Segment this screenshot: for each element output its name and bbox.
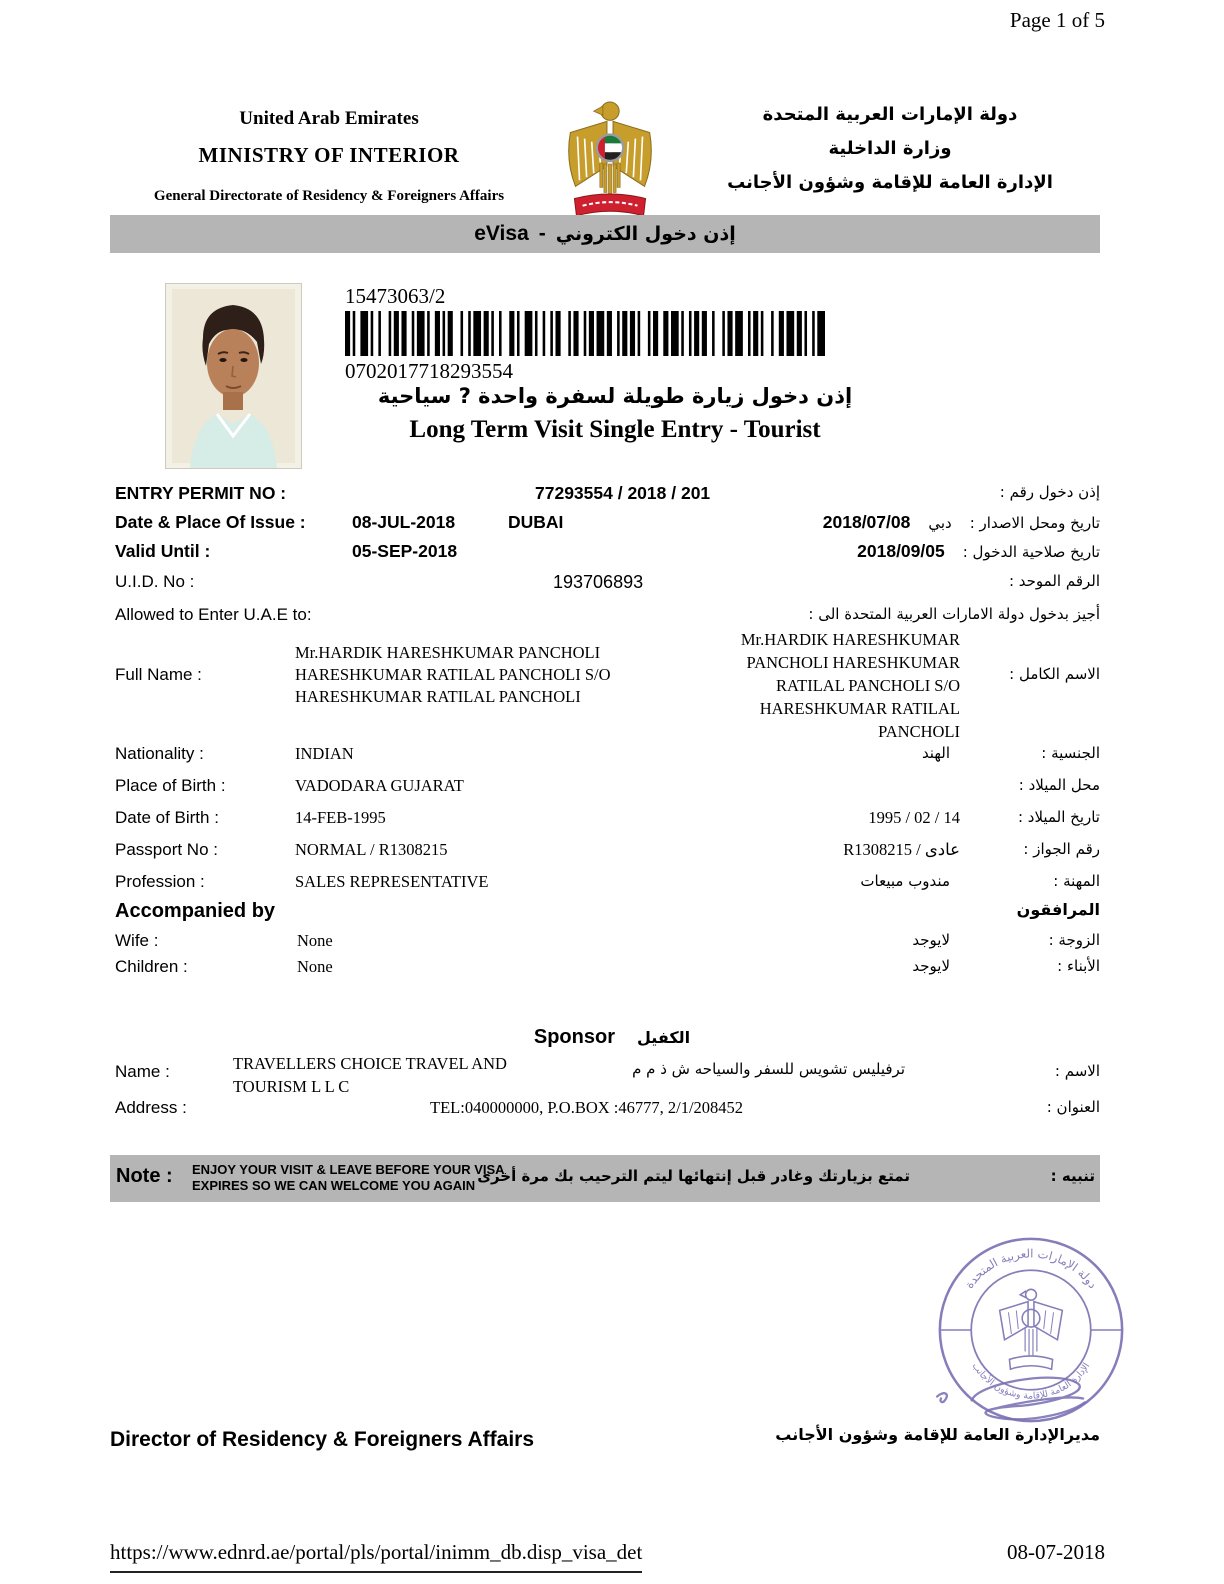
valid-until-arabic bbox=[857, 541, 1100, 562]
director-title-ar: مديرالإدارة العامة للإقامة وشؤون الأجانب bbox=[775, 1425, 1100, 1444]
sponsor-address-label-ar: العنوان : bbox=[1046, 1098, 1100, 1116]
valid-until-row bbox=[0, 541, 1224, 569]
barcode bbox=[345, 311, 825, 356]
profession-label-ar: المهنة : bbox=[1053, 872, 1100, 890]
accompanied-heading: Accompanied by bbox=[115, 900, 276, 922]
profession-value-ar: مندوب مبيعات bbox=[860, 872, 950, 890]
nationality-row bbox=[0, 744, 1224, 772]
sponsor-name-row bbox=[0, 1062, 1224, 1090]
sponsor-name-value-ar: ترفيليس تشويس للسفر والسياحه ش ذ م م bbox=[632, 1060, 905, 1078]
full-name-label: Full Name : bbox=[115, 665, 202, 684]
sponsor-heading: Sponsor bbox=[533, 1026, 615, 1048]
issue-place-ar: دبي bbox=[928, 514, 952, 532]
svg-text:الإدارة العامة للإقامة وشؤون ا: الإدارة العامة للإقامة وشؤون الأجانب bbox=[969, 1360, 1093, 1402]
birth-date-label-ar: تاريخ الميلاد : bbox=[1017, 808, 1100, 826]
passport-value: NORMAL / R1308215 bbox=[295, 840, 448, 859]
header-english bbox=[104, 108, 554, 205]
profession-label: Profession : bbox=[115, 872, 205, 891]
nationality-label: Nationality : bbox=[115, 744, 204, 763]
ministry-title-ar: وزارة الداخلية bbox=[828, 138, 952, 159]
evisa-separator: - bbox=[538, 222, 546, 245]
footer-url: https://www.ednrd.ae/portal/pls/portal/inimm_db.disp_visa_det bbox=[110, 1540, 642, 1573]
entry-permit-label: ENTRY PERMIT NO : bbox=[115, 483, 287, 503]
wife-label-ar: الزوجة : bbox=[1048, 931, 1100, 949]
accompanied-heading-row bbox=[0, 900, 1224, 928]
evisa-title-bar bbox=[110, 215, 1100, 253]
note-text-en: ENJOY YOUR VISIT & LEAVE BEFORE YOUR VISA EXPIRES SO WE CAN WELCOME YOU AGAIN bbox=[192, 1162, 505, 1193]
wife-value: None bbox=[297, 931, 333, 950]
full-name-value: Mr.HARDIK HARESHKUMAR PANCHOLI HARESHKUMAR RATILAL PANCHOLI S/O HARESHKUMAR RATILAL PANCHOLI bbox=[295, 643, 611, 706]
birth-place-row bbox=[0, 776, 1224, 804]
issue-label-ar: تاريخ ومحل الاصدار : bbox=[969, 514, 1100, 532]
header-arabic bbox=[676, 104, 1104, 206]
issue-label: Date & Place Of Issue : bbox=[115, 512, 306, 532]
page-indicator: Page 1 of 5 bbox=[1009, 8, 1105, 32]
full-name-label-ar: الاسم الكامل : bbox=[1009, 665, 1100, 683]
passport-label-ar: رقم الجواز : bbox=[1023, 840, 1100, 858]
visa-file-number: 15473063/2 bbox=[345, 284, 446, 308]
entry-permit-value: 77293554 / 2018 / 201 bbox=[535, 483, 711, 503]
valid-until-value: 05-SEP-2018 bbox=[352, 541, 458, 561]
passport-label: Passport No : bbox=[115, 840, 218, 859]
passport-value-ar: عادى / R1308215 bbox=[843, 840, 960, 859]
director-title: Director of Residency & Foreigners Affairs bbox=[110, 1428, 534, 1451]
allowed-label: Allowed to Enter U.A.E to: bbox=[115, 605, 312, 624]
directorate-title-ar: الإدارة العامة للإقامة وشؤون الأجانب bbox=[727, 172, 1053, 193]
note-text-ar: تمتع بزيارتك وغادر قبل إنتهائها ليتم الترحيب بك مرة أخرى bbox=[477, 1167, 910, 1185]
children-label-ar: الأبناء : bbox=[1057, 957, 1100, 975]
birth-place-label: Place of Birth : bbox=[115, 776, 226, 795]
uae-falcon-emblem-icon bbox=[562, 99, 658, 226]
note-label: Note : bbox=[116, 1165, 173, 1187]
sponsor-address-label: Address : bbox=[115, 1098, 187, 1117]
birth-date-value-ar: 1995 / 02 / 14 bbox=[868, 808, 960, 827]
issue-place-value: DUBAI bbox=[508, 512, 564, 532]
entry-permit-row bbox=[0, 483, 1224, 511]
uid-label: U.I.D. No : bbox=[115, 572, 195, 591]
country-title: United Arab Emirates bbox=[239, 108, 419, 129]
evisa-label-ar: إذن دخول الكتروني bbox=[555, 223, 736, 245]
visa-type-title-en: Long Term Visit Single Entry - Tourist bbox=[409, 416, 821, 443]
nationality-value-ar: الهند bbox=[921, 744, 950, 762]
ministry-title: MINISTRY OF INTERIOR bbox=[198, 143, 460, 167]
passport-row bbox=[0, 840, 1224, 868]
children-row bbox=[0, 957, 1224, 985]
barcode-svg bbox=[345, 311, 825, 356]
sponsor-name-label: Name : bbox=[115, 1062, 170, 1081]
issue-row-arabic bbox=[823, 512, 1100, 533]
wife-value-ar: لايوجد bbox=[912, 931, 950, 949]
svg-text:دولة الإمارات العربية المتحدة: دولة الإمارات العربية المتحدة bbox=[962, 1246, 1100, 1292]
birth-date-value: 14-FEB-1995 bbox=[295, 808, 386, 827]
children-value-ar: لايوجد bbox=[912, 957, 950, 975]
issue-date-value: 08-JUL-2018 bbox=[352, 512, 456, 532]
birth-place-label-ar: محل الميلاد : bbox=[1018, 776, 1100, 794]
barcode-number: 0702017718293554 bbox=[345, 359, 513, 383]
uid-label-ar: الرقم الموحد : bbox=[1008, 572, 1100, 590]
sponsor-name-label-ar: الاسم : bbox=[1054, 1062, 1100, 1080]
evisa-label: eVisa bbox=[474, 222, 529, 245]
birth-place-value: VADODARA GUJARAT bbox=[295, 776, 464, 795]
sponsor-address-value: TEL:040000000, P.O.BOX :46777, 2/1/208452 bbox=[430, 1098, 744, 1117]
footer-date: 08-07-2018 bbox=[1007, 1540, 1105, 1564]
birth-date-row bbox=[0, 808, 1224, 836]
valid-until-value-ar: 2018/09/05 bbox=[857, 541, 945, 561]
profession-row bbox=[0, 872, 1224, 900]
accompanied-heading-ar: المرافقون bbox=[1016, 900, 1100, 919]
birth-date-label: Date of Birth : bbox=[115, 808, 219, 827]
allowed-label-ar: أجيز بدخول دولة الامارات العربية المتحدة الى : bbox=[808, 605, 1100, 623]
wife-row bbox=[0, 931, 1224, 959]
children-label: Children : bbox=[115, 957, 188, 976]
signature-scribble bbox=[918, 1362, 1108, 1434]
sponsor-name-value: TRAVELLERS CHOICE TRAVEL AND TOURISM L L C bbox=[233, 1054, 507, 1096]
valid-until-label: Valid Until : bbox=[115, 541, 211, 561]
wife-label: Wife : bbox=[115, 931, 159, 950]
profession-value: SALES REPRESENTATIVE bbox=[295, 872, 489, 891]
nationality-label-ar: الجنسية : bbox=[1041, 744, 1100, 762]
issue-date-ar: 2018/07/08 bbox=[822, 512, 911, 532]
entry-permit-label-ar: إذن دخول رقم : bbox=[999, 483, 1100, 501]
sponsor-heading-ar: الكفيل bbox=[637, 1028, 691, 1047]
valid-until-label-ar: تاريخ صلاحية الدخول : bbox=[962, 543, 1100, 561]
country-title-ar: دولة الإمارات العربية المتحدة bbox=[762, 104, 1018, 125]
directorate-title: General Directorate of Residency & Foreigners Affairs bbox=[153, 188, 505, 204]
nationality-value: INDIAN bbox=[295, 744, 354, 763]
note-label-ar: تنبيه : bbox=[1050, 1167, 1095, 1185]
note-bar bbox=[110, 1155, 1100, 1202]
visa-type-title-ar: إذن دخول زيارة طويلة لسفرة واحدة ? سياحية bbox=[377, 384, 853, 408]
full-name-value-right: Mr.HARDIK HARESHKUMAR PANCHOLI HARESHKUMAR RATILAL PANCHOLI S/O HARESHKUMAR RATILAL PANCHOLI bbox=[740, 630, 960, 741]
allowed-row bbox=[0, 605, 1224, 633]
uid-value: 193706893 bbox=[553, 572, 644, 592]
sponsor-heading-row bbox=[0, 1026, 1224, 1049]
issue-row bbox=[0, 512, 1224, 540]
uid-row bbox=[0, 572, 1224, 600]
children-value: None bbox=[297, 957, 333, 976]
